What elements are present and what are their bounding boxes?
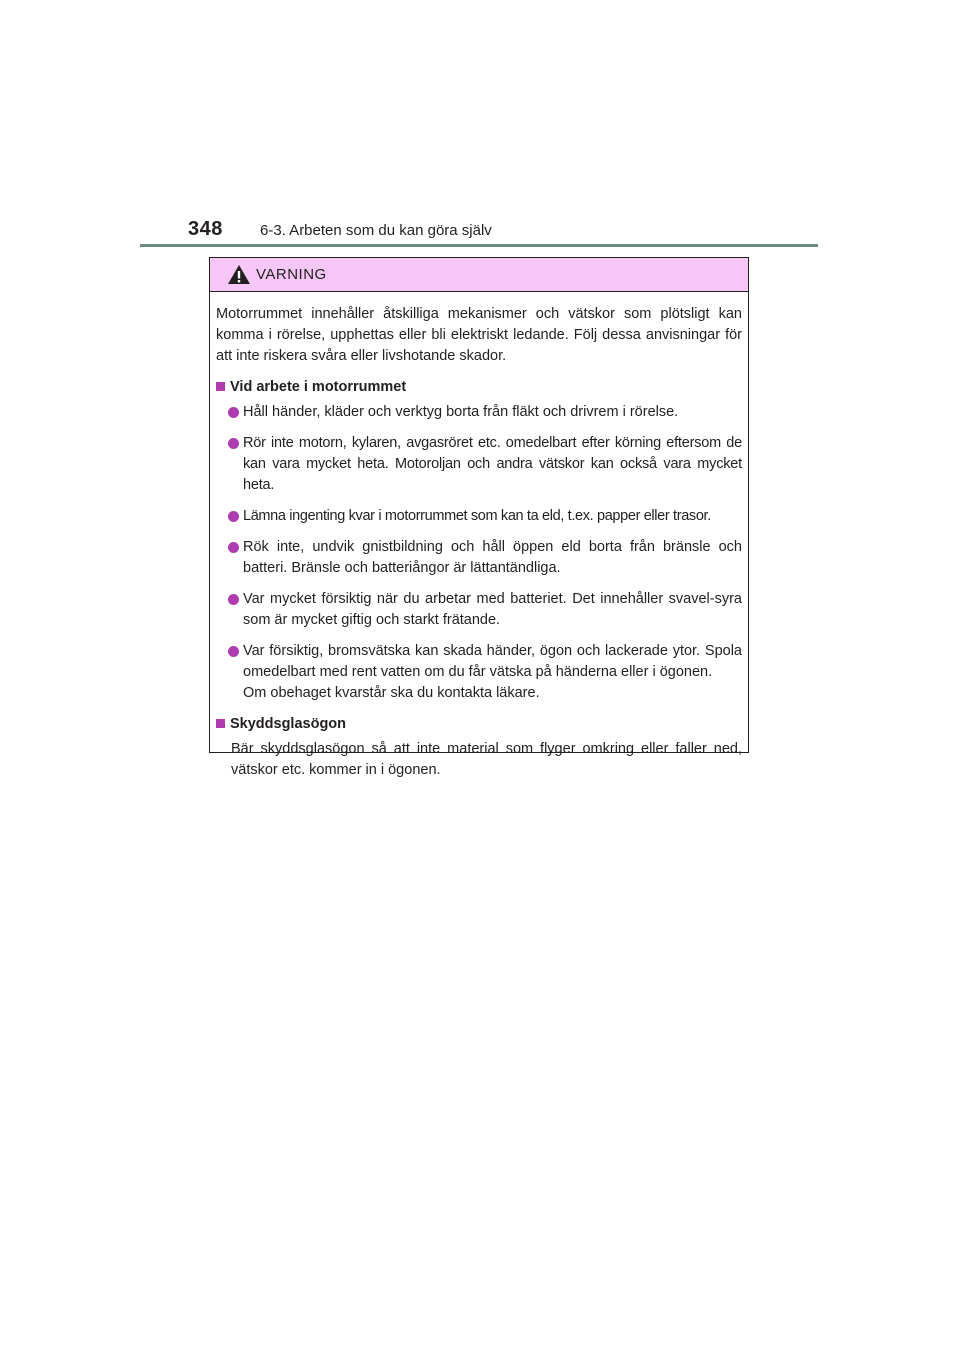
warning-triangle-icon <box>227 264 251 285</box>
list-item <box>216 537 742 579</box>
list-item-text: Lämna ingenting kvar i motorrummet som kan ta eld, t.ex. papper eller trasor. <box>243 508 711 524</box>
warning-title: VARNING <box>256 266 327 283</box>
warning-header <box>210 258 748 292</box>
section-title-glasses: Skyddsglasögon <box>230 716 347 732</box>
list-item <box>216 589 742 631</box>
list-item <box>216 641 742 704</box>
round-bullet-icon <box>228 407 239 418</box>
list-item-text: Var mycket försiktig när du arbetar med batteriet. Det innehåller svavel-syra som är mycket giftig och starkt frätande. <box>243 591 742 628</box>
section-title-motor: Vid arbete i motorrummet <box>230 379 407 395</box>
round-bullet-icon <box>228 438 239 449</box>
round-bullet-icon <box>228 646 239 657</box>
round-bullet-icon <box>228 594 239 605</box>
square-bullet-icon <box>216 382 225 391</box>
warning-intro: Motorrummet innehåller åtskilliga mekanismer och vätskor som plötsligt kan komma i rörelse, upphettas eller bli elektriskt ledande. Följ dessa anvisningar för att inte riskera svåra eller livshotande skador. <box>216 306 742 364</box>
list-item <box>216 506 742 527</box>
section-heading <box>216 714 742 735</box>
section-title: 6-3. Arbeten som du kan göra själv <box>260 222 492 239</box>
warning-box <box>209 257 749 778</box>
list-item <box>216 433 742 496</box>
list-item-text: Rök inte, undvik gnistbildning och håll öppen eld borta från bränsle och batteri. Bränsle och batteriångor är lättantändliga. <box>243 539 742 576</box>
list-item-text: Rör inte motorn, kylaren, avgasröret etc. omedelbart efter körning eftersom de kan vara mycket heta. Motoroljan och andra vätskor kan också vara mycket heta. <box>243 435 742 493</box>
round-bullet-icon <box>228 511 239 522</box>
list-item-extra: Om obehaget kvarstår ska du kontakta läkare. <box>243 685 540 701</box>
list-item <box>216 402 742 423</box>
warning-body <box>210 292 748 781</box>
square-bullet-icon <box>216 719 225 728</box>
section-text: Bär skyddsglasögon så att inte material som flyger omkring eller faller ned, vätskor etc. kommer in i ögonen. <box>231 741 742 778</box>
section-heading <box>216 377 742 398</box>
round-bullet-icon <box>228 542 239 553</box>
list-item-text: Håll händer, kläder och verktyg borta från fläkt och drivrem i rörelse. <box>243 404 679 420</box>
page-number: 348 <box>188 218 223 240</box>
list-item-text: Var försiktig, bromsvätska kan skada händer, ögon och lackerade ytor. Spola omedelbart med rent vatten om du får vätska på händerna eller i ögonen. <box>243 643 742 680</box>
header-divider <box>140 244 818 247</box>
